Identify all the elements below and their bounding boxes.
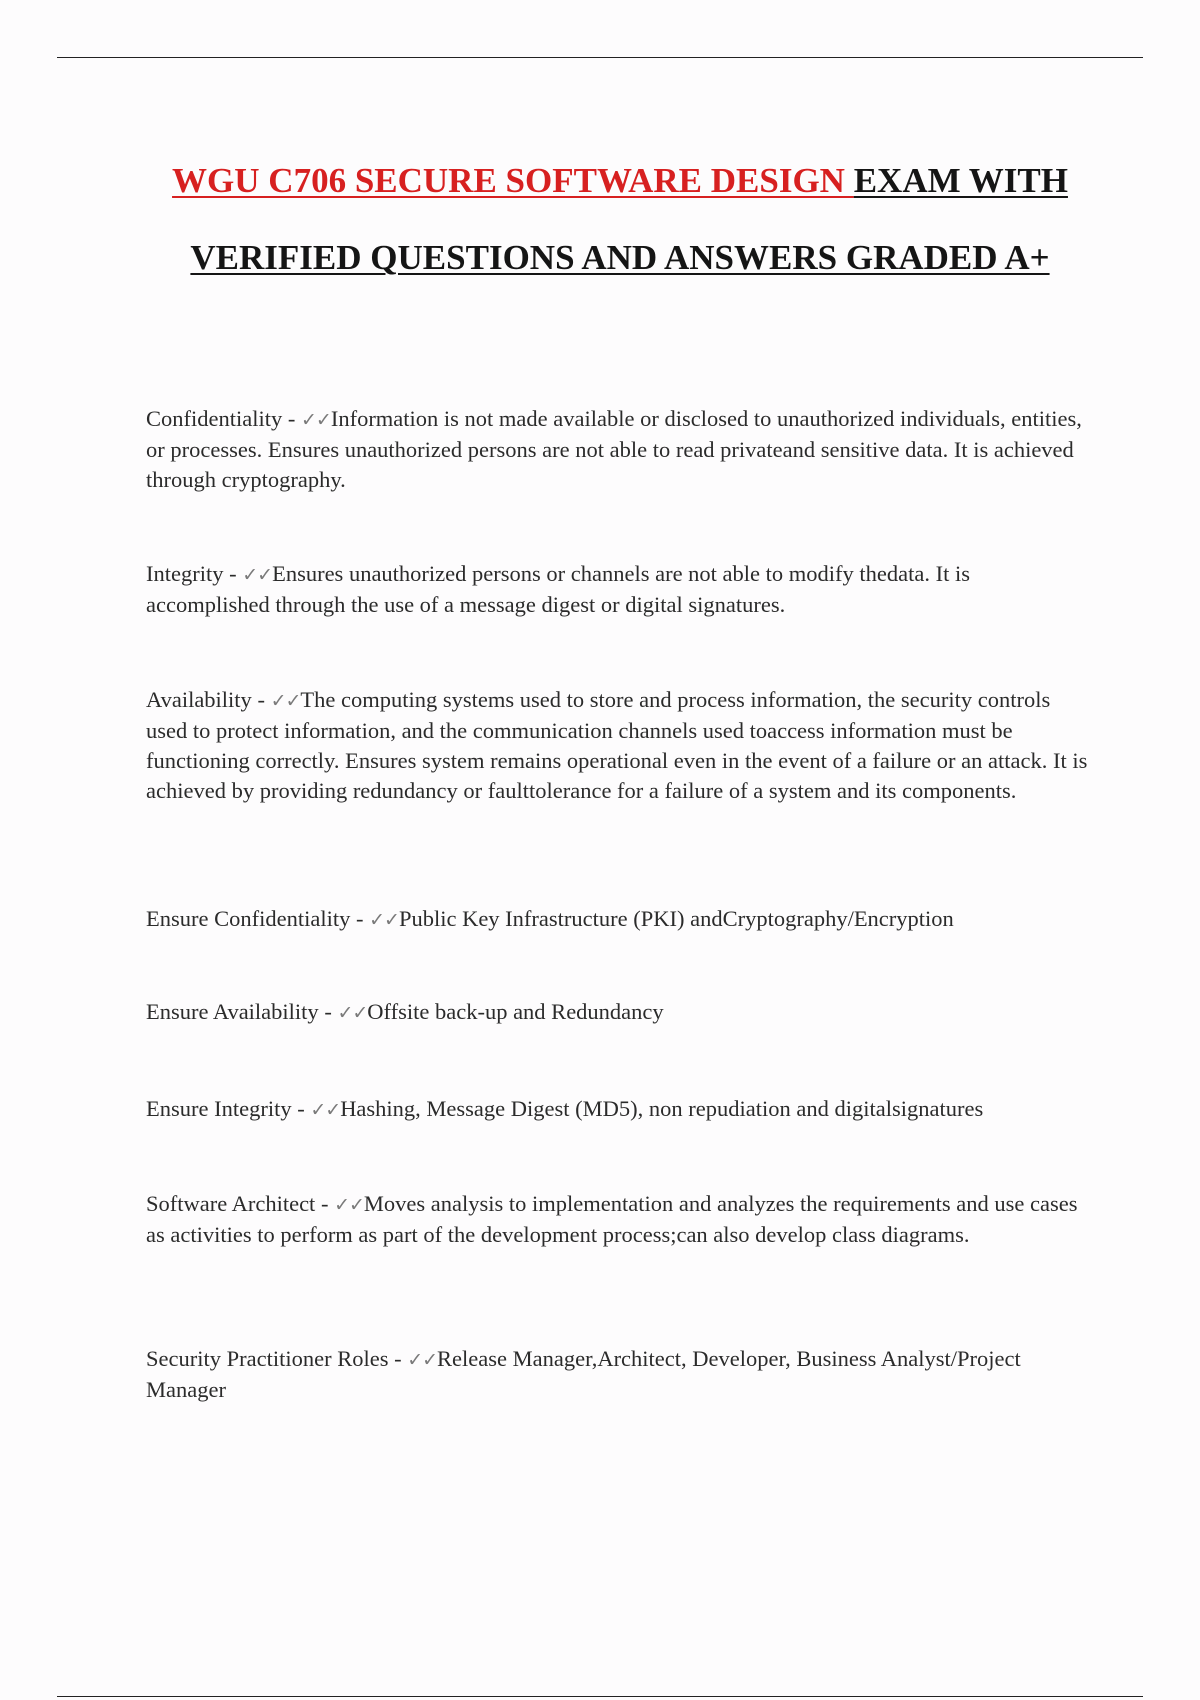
entry-definition: Public Key Infrastructure (PKI) andCryptography/Encryption bbox=[398, 906, 954, 931]
entry-term: Software Architect bbox=[146, 1191, 316, 1216]
entry-term: Confidentiality bbox=[146, 406, 283, 431]
title-red-part: WGU C706 SECURE SOFTWARE DESIGN bbox=[172, 161, 854, 200]
double-check-icon: ✓✓ bbox=[242, 564, 273, 586]
double-check-icon: ✓✓ bbox=[369, 909, 399, 931]
document-title bbox=[90, 142, 1150, 296]
double-check-icon: ✓✓ bbox=[310, 1099, 341, 1121]
entry-term: Availability bbox=[146, 687, 252, 712]
double-check-icon: ✓✓ bbox=[334, 1194, 364, 1216]
entry-separator: - bbox=[315, 1191, 335, 1216]
entry-separator: - bbox=[350, 906, 370, 931]
qa-entry-ensure-availability bbox=[146, 997, 1096, 1028]
bottom-rule bbox=[57, 1696, 1143, 1697]
entry-definition: Moves analysis to implementation and analyzes the requirements and use cases as activities to perform as part of the development process;can also develop class diagrams. bbox=[146, 1191, 1078, 1247]
entry-definition: The computing systems used to store and process information, the security controls used to protect information, and the communication channels used toaccess information must be functioning correctly. Ensures system remains operational even in the event of a failure or an attack. It is achieved by providing redundancy or faulttolerance for a failure of a system and its components. bbox=[146, 687, 1088, 803]
qa-entry-software-architect bbox=[146, 1189, 1096, 1250]
entry-separator: - bbox=[251, 687, 271, 712]
qa-entry-ensure-confidentiality bbox=[146, 904, 1096, 935]
qa-entry-availability bbox=[146, 685, 1096, 806]
entry-term: Ensure Confidentiality bbox=[146, 906, 351, 931]
entry-term: Ensure Availability bbox=[146, 999, 319, 1024]
double-check-icon: ✓✓ bbox=[407, 1349, 438, 1371]
entry-definition: Ensures unauthorized persons or channels are not able to modify thedata. It is accomplished through the use of a message digest or digital signatures. bbox=[146, 561, 970, 617]
double-check-icon: ✓✓ bbox=[300, 409, 331, 431]
entry-separator: - bbox=[291, 1096, 311, 1121]
entry-definition: Information is not made available or disclosed to unauthorized individuals, entities, or processes. Ensures unauthorized persons are not able to read privateand sensitive data. It is achieved through cryptography. bbox=[146, 406, 1082, 492]
entry-definition: Hashing, Message Digest (MD5), non repudiation and digitalsignatures bbox=[340, 1096, 984, 1121]
qa-entry-ensure-integrity bbox=[146, 1094, 1096, 1125]
entry-separator: - bbox=[388, 1346, 408, 1371]
entry-separator: - bbox=[318, 999, 338, 1024]
entry-term: Ensure Integrity bbox=[146, 1096, 292, 1121]
entry-term: Security Practitioner Roles bbox=[146, 1346, 389, 1371]
title-black-part-1: EXAM WITH bbox=[853, 161, 1068, 200]
double-check-icon: ✓✓ bbox=[270, 690, 301, 712]
qa-entry-integrity bbox=[146, 559, 1096, 620]
qa-entry-security-practitioner-roles bbox=[146, 1344, 1096, 1405]
entry-definition: Offsite back-up and Redundancy bbox=[367, 999, 664, 1024]
entry-separator: - bbox=[282, 406, 301, 431]
title-black-part-2: VERIFIED QUESTIONS AND ANSWERS GRADED A+ bbox=[190, 238, 1050, 277]
entry-definition: Release Manager,Architect, Developer, Business Analyst/Project Manager bbox=[146, 1346, 1021, 1402]
qa-entry-confidentiality bbox=[146, 404, 1096, 495]
double-check-icon: ✓✓ bbox=[337, 1002, 368, 1024]
entry-separator: - bbox=[223, 561, 243, 586]
top-rule bbox=[57, 57, 1143, 58]
entry-term: Integrity bbox=[146, 561, 224, 586]
